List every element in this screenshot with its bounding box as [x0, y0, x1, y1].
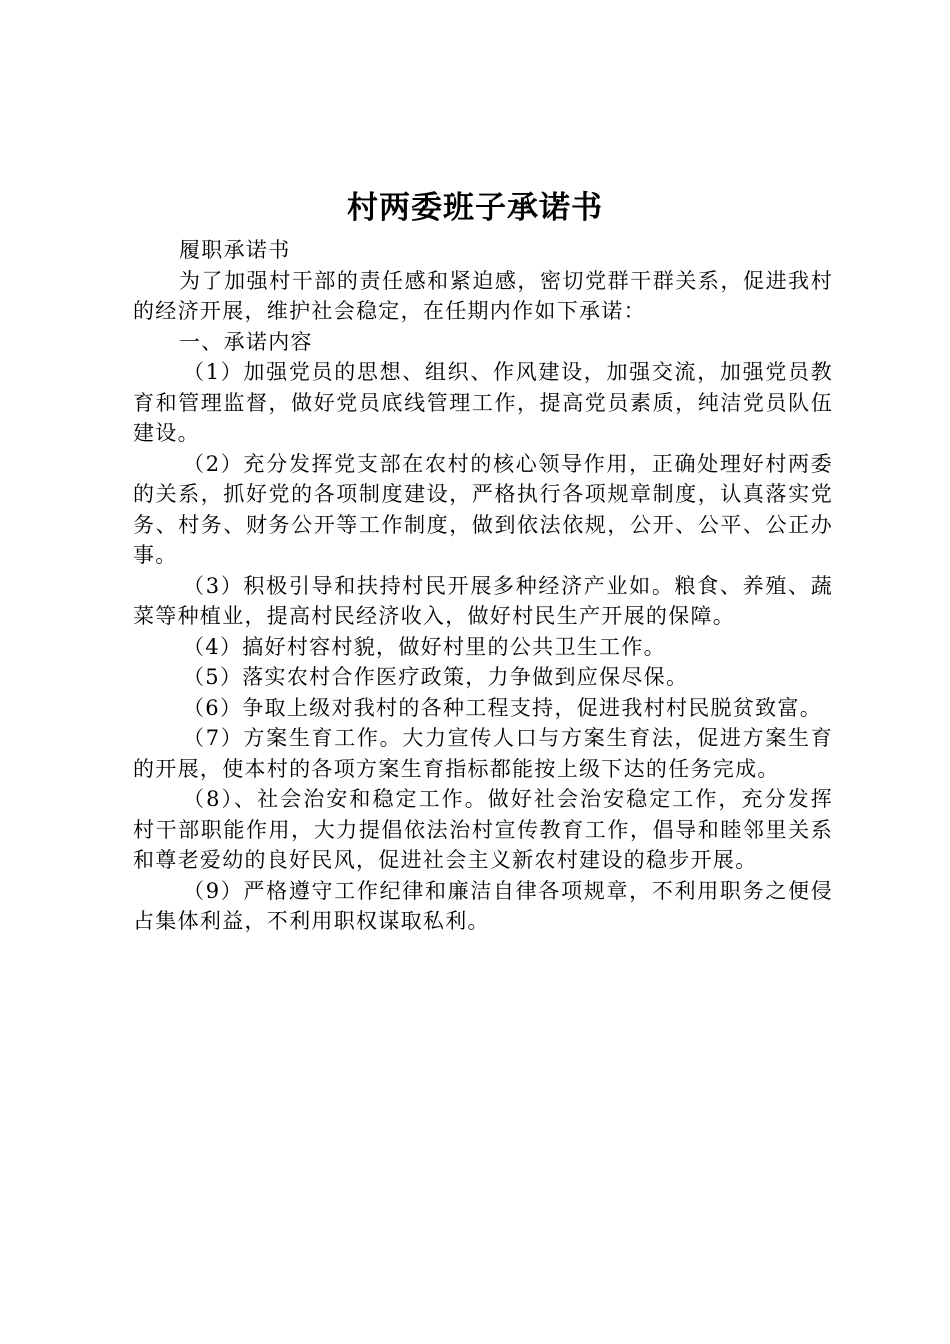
section-heading: 一、承诺内容: [179, 329, 313, 354]
commitment-item-9: （9）严格遵守工作纪律和廉洁自律各项规章，不利用职务之便侵占集体利益，不利用职权谋取私利。: [133, 878, 833, 933]
document-body: [133, 235, 833, 937]
commitment-item-6: （6）争取上级对我村的各种工程支持，促进我村村民脱贫致富。: [183, 695, 823, 720]
intro-paragraph: 为了加强村干部的责任感和紧迫感，密切党群干群关系，促进我村的经济开展，维护社会稳定，在任期内作如下承诺：: [133, 268, 833, 323]
commitment-item-3: （3）积极引导和扶持村民开展多种经济产业如。粮食、养殖、蔬菜等种植业，提高村民经济收入，做好村民生产开展的保障。: [133, 573, 833, 628]
commitment-item-8: （8）、社会治安和稳定工作。做好社会治安稳定工作，充分发挥村干部职能作用，大力提倡依法治村宣传教育工作，倡导和睦邻里关系和尊老爱幼的良好民风，促进社会主义新农村建设的稳步开展。: [133, 787, 833, 872]
commitment-item-5: （5）落实农村合作医疗政策，力争做到应保尽保。: [183, 665, 689, 689]
subtitle-paragraph: 履职承诺书: [179, 238, 291, 262]
document-title: 村两委班子承诺书: [347, 190, 603, 226]
commitment-item-1: （1）加强党员的思想、组织、作风建设，加强交流，加强党员教育和管理监督，做好党员底线管理工作，提高党员素质，纯洁党员队伍建设。: [133, 360, 833, 445]
commitment-item-7: （7）方案生育工作。大力宣传人口与方案生育法，促进方案生育的开展，使本村的各项方案生育指标都能按上级下达的任务完成。: [133, 726, 833, 781]
commitment-item-2: （2）充分发挥党支部在农村的核心领导作用，正确处理好村两委的关系，抓好党的各项制度建设，严格执行各项规章制度，认真落实党务、村务、财务公开等工作制度，做到依法依规，公开、公平、公正办事。: [133, 451, 833, 567]
commitment-item-4: （4）搞好村容村貌，做好村里的公共卫生工作。: [183, 634, 666, 659]
